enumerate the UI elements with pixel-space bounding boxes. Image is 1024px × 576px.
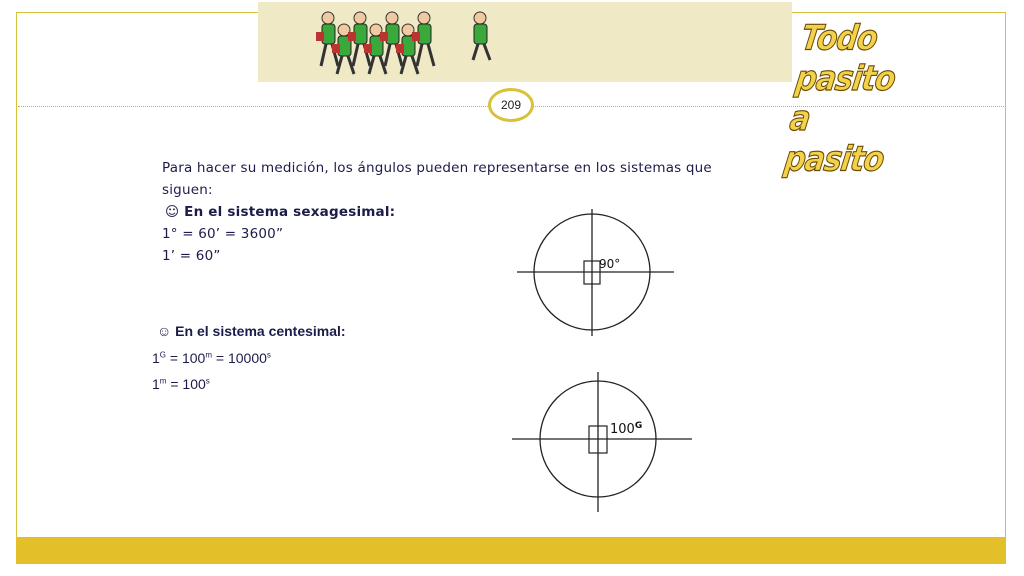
sexagesimal-circle-diagram [510,205,680,340]
angle-label-90: 90° [599,257,621,271]
intro-line-1: Para hacer su medición, los ángulos pueden representarse en los sistemas que [162,160,712,176]
header-title: Todo pasito a pasito [781,18,898,180]
walking-figure [316,12,338,66]
centesimal-equation-2: $1^m = 100^s$ [152,376,210,392]
walking-figure [412,12,434,66]
walking-figures-illustration [258,2,792,82]
sexagesimal-equation-1: 1° = 60’ = 3600” [162,226,284,242]
centesimal-circle-diagram [508,368,698,516]
page-number: 209 [500,98,522,112]
sexagesimal-equation-2: 1’ = 60” [162,248,221,264]
walking-figure [473,12,490,60]
page-number-badge [488,88,534,122]
centesimal-heading: ☺ En el sistema centesimal: [157,323,346,339]
angle-label-100g: $100^G$ [610,421,643,437]
footer-accent-bar [16,537,1006,564]
walking-figure [380,12,402,66]
walking-figure [348,12,370,66]
centesimal-equation-1: $1^G = 100^m = 10000^s$ [152,350,271,366]
intro-line-2: siguen: [162,182,213,198]
sexagesimal-heading: ☺ En el sistema sexagesimal: [165,204,396,220]
